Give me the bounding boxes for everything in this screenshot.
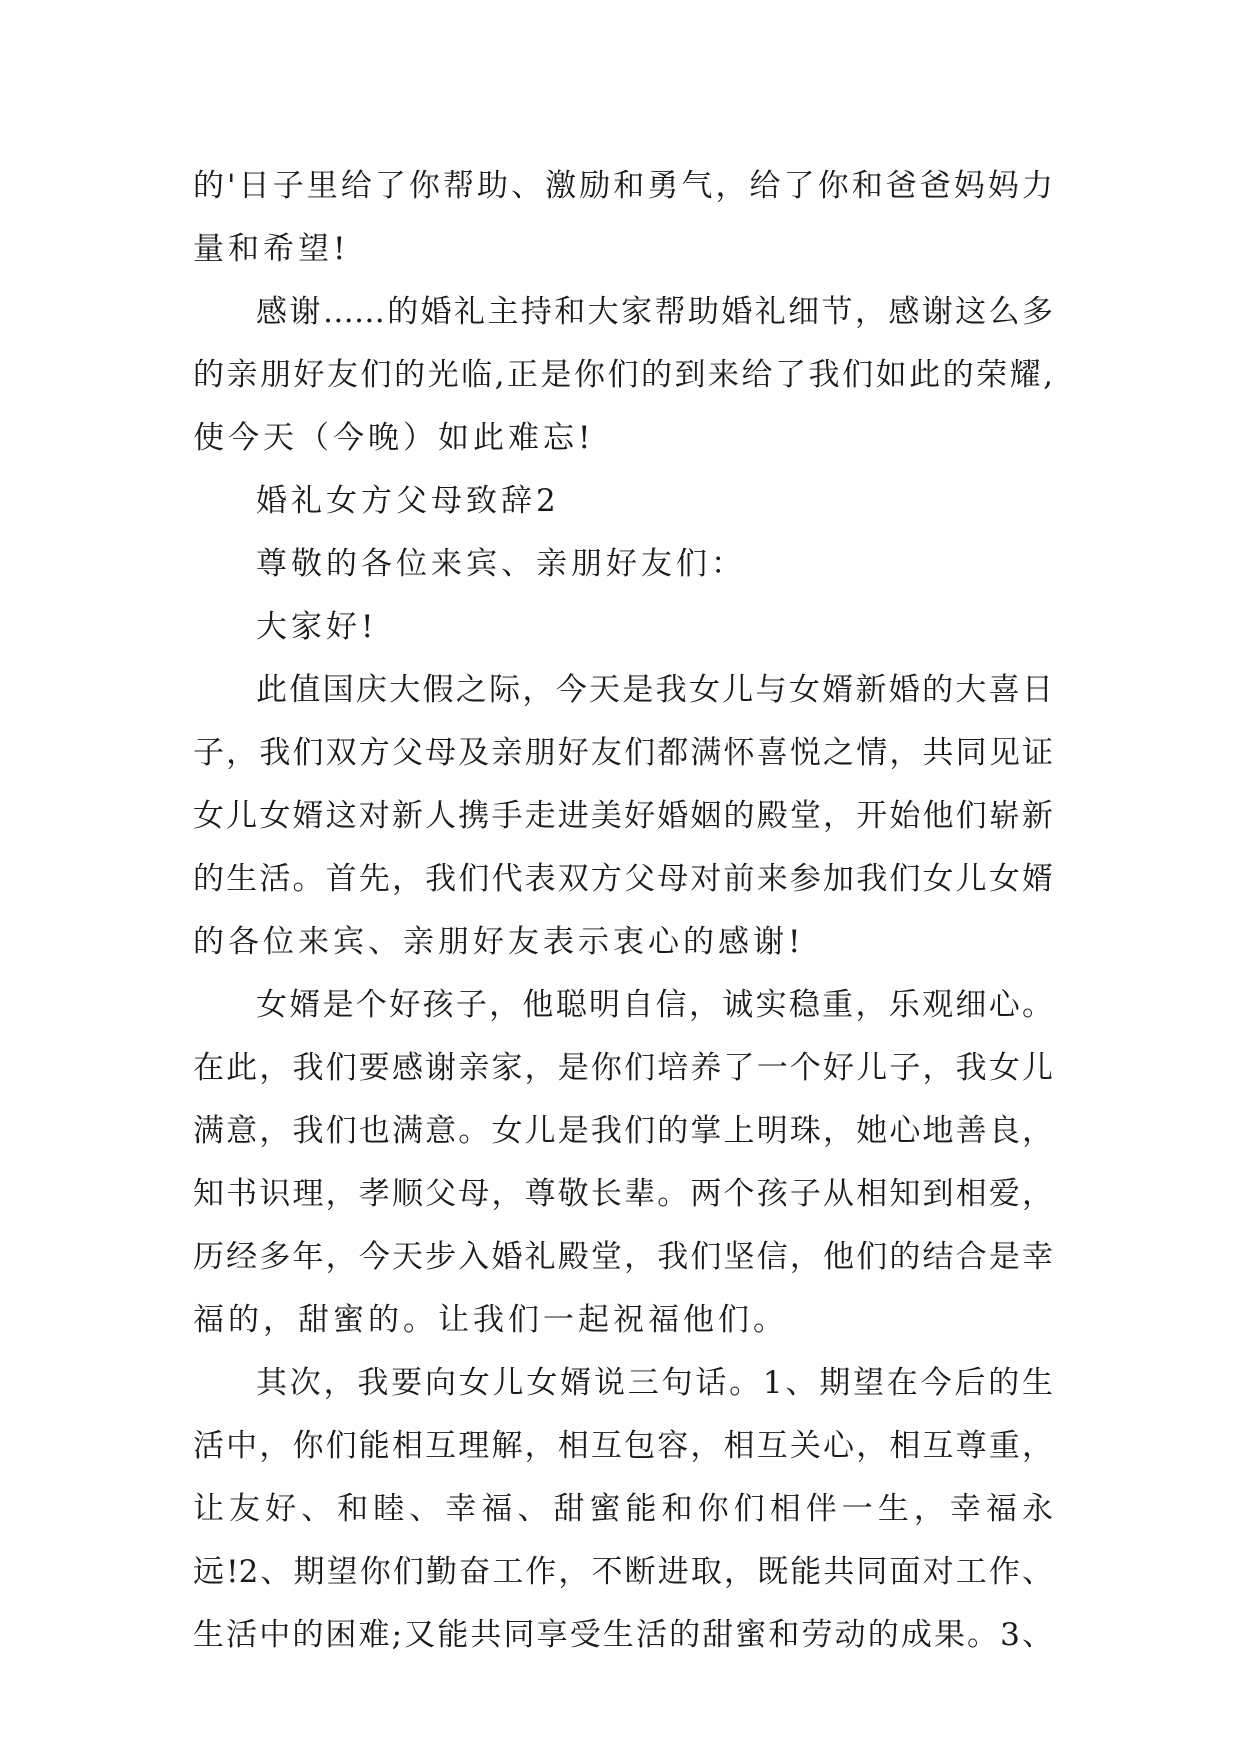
salutation: 尊敬的各位来宾、亲朋好友们： bbox=[256, 546, 746, 582]
text-line: 远!2、期望你们勤奋工作，不断进取，既能共同面对工作、 bbox=[193, 1554, 1053, 1590]
text-line: 的'日子里给了你帮助、激励和勇气，给了你和爸爸妈妈力 bbox=[193, 168, 1053, 204]
document-body bbox=[193, 155, 1053, 1667]
text-line: 历经多年，今天步入婚礼殿堂，我们坚信，他们的结合是幸 bbox=[193, 1239, 1053, 1275]
text-line: 的各位来宾、亲朋好友表示衷心的感谢! bbox=[193, 924, 805, 960]
text-line: 女儿女婿这对新人携手走进美好婚姻的殿堂，开始他们崭新 bbox=[193, 798, 1053, 834]
text-line: 满意，我们也满意。女儿是我们的掌上明珠，她心地善良， bbox=[193, 1113, 1053, 1149]
paragraph-start-line: 感谢……的婚礼主持和大家帮助婚礼细节，感谢这么多 bbox=[256, 294, 1053, 330]
text-line: 的生活。首先，我们代表双方父母对前来参加我们女儿女婿 bbox=[193, 861, 1053, 897]
text-line: 知书识理，孝顺父母，尊敬长辈。两个孩子从相知到相爱， bbox=[193, 1176, 1053, 1212]
text-line: 量和希望! bbox=[193, 231, 350, 267]
text-line: 生活中的困难;又能共同享受生活的甜蜜和劳动的成果。3、 bbox=[193, 1617, 1053, 1653]
text-line: 让友好、和睦、幸福、甜蜜能和你们相伴一生，幸福永 bbox=[193, 1491, 1053, 1527]
paragraph-start-line: 其次，我要向女儿女婿说三句话。1、期望在今后的生 bbox=[256, 1365, 1053, 1401]
section-heading: 婚礼女方父母致辞2 bbox=[256, 483, 560, 519]
text-line: 在此，我们要感谢亲家，是你们培养了一个好儿子，我女儿 bbox=[193, 1050, 1053, 1086]
text-line: 的亲朋好友们的光临,正是你们的到来给了我们如此的荣耀, bbox=[193, 357, 1053, 393]
greeting: 大家好! bbox=[256, 609, 378, 645]
text-line: 活中，你们能相互理解，相互包容，相互关心，相互尊重， bbox=[193, 1428, 1053, 1464]
paragraph-start-line: 此值国庆大假之际，今天是我女儿与女婿新婚的大喜日 bbox=[256, 672, 1053, 708]
text-line: 福的，甜蜜的。让我们一起祝福他们。 bbox=[193, 1302, 788, 1338]
paragraph-start-line: 女婿是个好孩子，他聪明自信，诚实稳重，乐观细心。 bbox=[256, 987, 1053, 1023]
text-line: 使今天（今晚）如此难忘! bbox=[193, 420, 595, 456]
text-line: 子，我们双方父母及亲朋好友们都满怀喜悦之情，共同见证 bbox=[193, 735, 1053, 771]
